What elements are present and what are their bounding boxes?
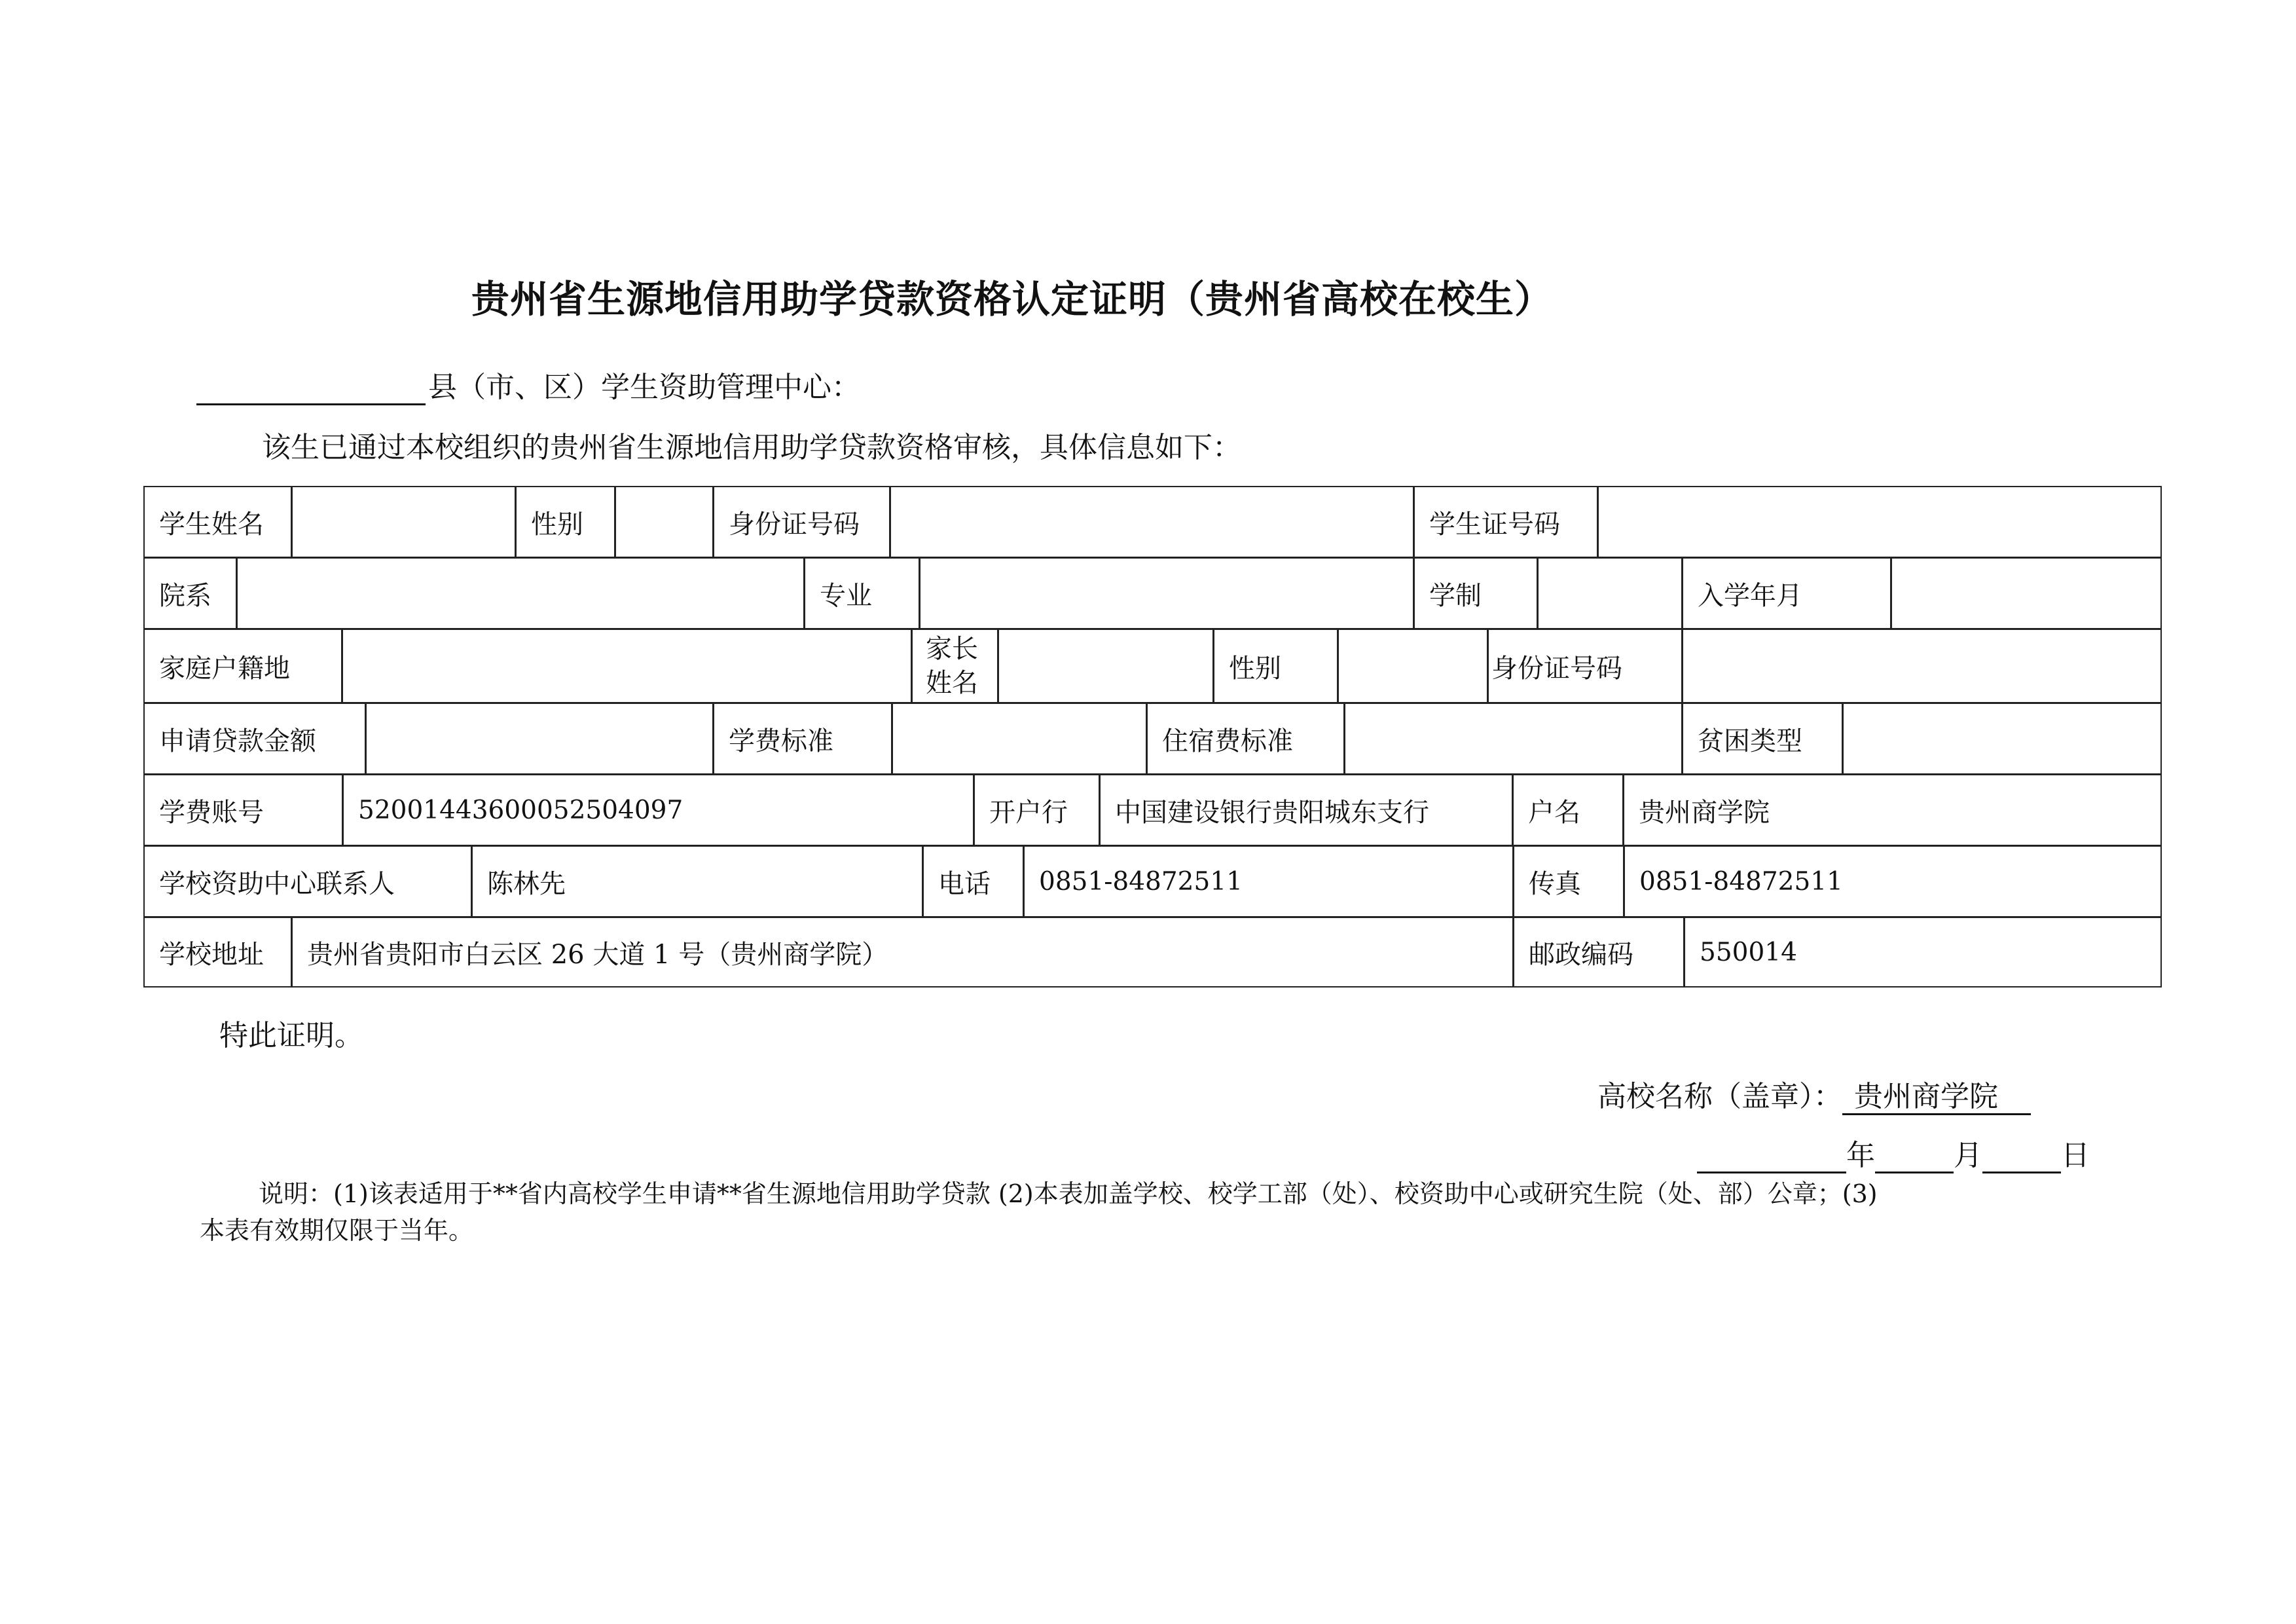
postcode-label: 邮政编码: [1513, 917, 1685, 987]
id-number-label: 身份证号码: [713, 486, 890, 558]
tuition-account-label: 学费账号: [143, 774, 343, 846]
lodging-standard-field[interactable]: [1344, 703, 1683, 775]
student-card-label: 学生证号码: [1413, 486, 1598, 558]
school-name-value: 贵州商学院: [1842, 1080, 2031, 1115]
study-duration-label: 学制: [1413, 557, 1538, 629]
department-label: 院系: [143, 557, 237, 629]
tuition-account-value: 52001443600052504097: [342, 774, 974, 846]
note-line-2: 本表有效期仅限于当年。: [200, 1216, 474, 1245]
account-holder-label: 户名: [1512, 774, 1624, 846]
gender-label: 性别: [515, 486, 615, 558]
parent-gender-field[interactable]: [1338, 629, 1488, 703]
household-label: 家庭户籍地: [143, 629, 342, 703]
student-name-field[interactable]: [291, 486, 516, 558]
major-label: 专业: [804, 557, 920, 629]
bank-label: 开户行: [974, 774, 1100, 846]
parent-name-label: [911, 629, 998, 703]
postcode-value: 550014: [1684, 917, 2162, 987]
aid-contact-value: 陈林先: [471, 845, 923, 917]
student-name-label: 学生姓名: [143, 486, 292, 558]
poverty-type-label: 贫困类型: [1682, 703, 1843, 775]
certify-statement: 特此证明。: [219, 1019, 363, 1052]
school-seal-line: [1597, 1073, 2031, 1115]
parent-id-field[interactable]: [1682, 629, 2162, 703]
parent-name-label-line2: 姓名: [926, 668, 978, 698]
loan-amount-label: 申请贷款金额: [143, 703, 366, 775]
year-blank[interactable]: [1697, 1141, 1846, 1173]
form-title: 贵州省生源地信用助学贷款资格认定证明（贵州省高校在校生）: [471, 277, 1554, 322]
salutation-text: 县（市、区）学生资助管理中心：: [428, 371, 860, 404]
id-number-field[interactable]: [890, 486, 1414, 558]
note-line-1: 说明：(1)该表适用于**省内高校学生申请**省生源地信用助学贷款 (2)本表加盖学校、校学工部（处）、校资助中心或研究生院（处、部）公章；(3): [259, 1179, 1878, 1208]
intro-paragraph: 该生已通过本校组织的贵州省生源地信用助学贷款资格审核，具体信息如下：: [262, 431, 1241, 464]
major-field[interactable]: [919, 557, 1414, 629]
household-field[interactable]: [342, 629, 912, 703]
salutation: [196, 363, 860, 405]
year-label: 年: [1846, 1139, 1875, 1172]
lodging-standard-label: 住宿费标准: [1146, 703, 1345, 775]
phone-value: 0851-84872511: [1023, 845, 1514, 917]
enrollment-date-field[interactable]: [1891, 557, 2162, 629]
parent-gender-label: 性别: [1213, 629, 1338, 703]
loan-amount-field[interactable]: [365, 703, 714, 775]
month-blank[interactable]: [1875, 1141, 1954, 1173]
explanation-note: [200, 1175, 2124, 1249]
study-duration-field[interactable]: [1537, 557, 1683, 629]
tuition-standard-label: 学费标准: [713, 703, 892, 775]
parent-name-field[interactable]: [998, 629, 1214, 703]
tuition-standard-field[interactable]: [892, 703, 1147, 775]
county-blank[interactable]: [196, 372, 426, 405]
date-line: [1697, 1132, 2090, 1173]
department-field[interactable]: [236, 557, 805, 629]
parent-id-label: 身份证号码: [1487, 629, 1683, 703]
student-card-field[interactable]: [1597, 486, 2162, 558]
enrollment-date-label: 入学年月: [1682, 557, 1891, 629]
school-seal-label: 高校名称（盖章）：: [1597, 1080, 1842, 1113]
school-address-value: 贵州省贵阳市白云区 26 大道 1 号（贵州商学院）: [291, 917, 1514, 987]
account-holder-value: 贵州商学院: [1623, 774, 2162, 846]
day-label: 日: [2061, 1139, 2090, 1172]
bank-value: 中国建设银行贵阳城东支行: [1099, 774, 1513, 846]
poverty-type-field[interactable]: [1842, 703, 2162, 775]
parent-name-label-line1: 家长: [926, 634, 978, 664]
fax-value: 0851-84872511: [1624, 845, 2162, 917]
day-blank[interactable]: [1982, 1141, 2061, 1173]
school-address-label: 学校地址: [143, 917, 292, 987]
info-table: [144, 487, 2162, 988]
fax-label: 传真: [1513, 845, 1624, 917]
phone-label: 电话: [922, 845, 1024, 917]
month-label: 月: [1954, 1139, 1982, 1172]
aid-contact-label: 学校资助中心联系人: [143, 845, 472, 917]
gender-field[interactable]: [615, 486, 714, 558]
